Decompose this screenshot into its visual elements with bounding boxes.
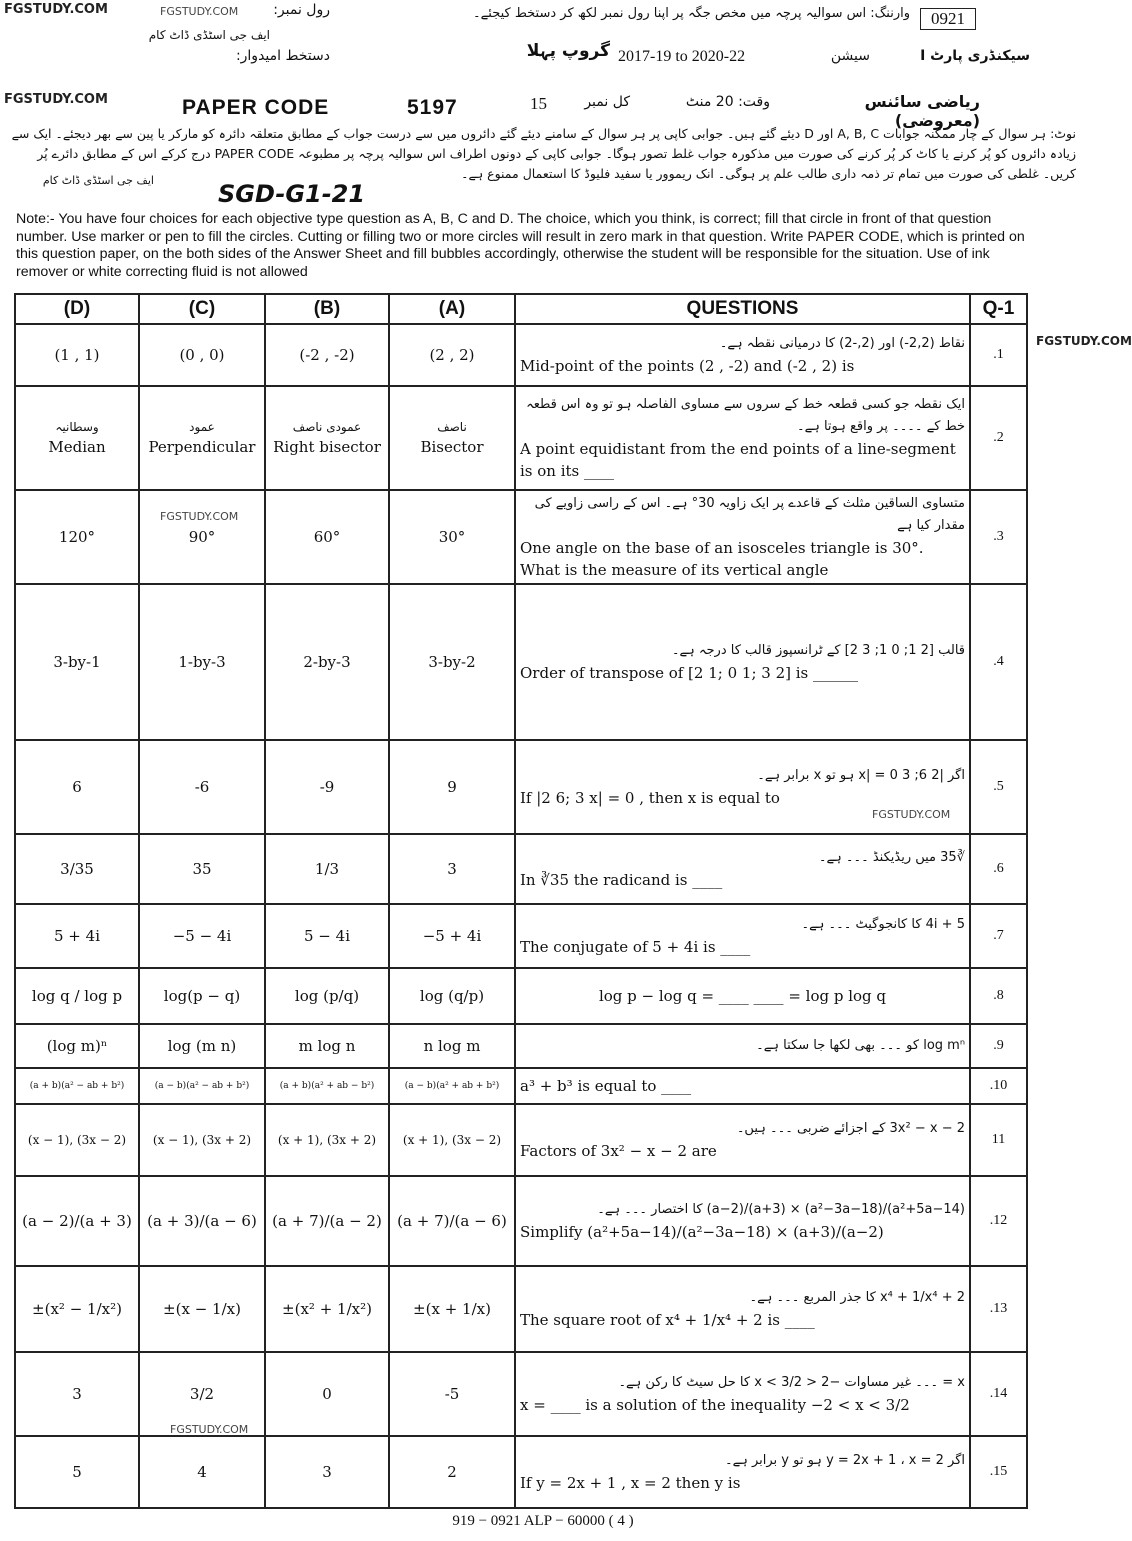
table-row [15,584,1027,740]
option-a: 3 [389,834,515,904]
option-b: -9 [265,740,389,834]
header-option-b: (B) [265,294,389,324]
question-number: .10 [970,1068,1027,1104]
question-english: One angle on the base of an isosceles triangle is 30°. What is the measure of its vertical angle [520,539,924,579]
footer-print-code: 919 − 0921 ALP − 60000 ( 4 ) [452,1513,634,1529]
option-c: -6 [139,740,265,834]
instructions-urdu-2: زیادہ دائروں کو پُر کرنے یا کاٹ کر پُر کرنے کی صورت میں مذکورہ جواب غلط تصور ہوگا۔ جوابی کاپی کے دونوں اطراف اس سوالیہ پرچہ پر مطبوعہ PAPER CODE درج کرکے اس کے مطابق دائرے پُر [37,146,1076,161]
question-english: The square root of x⁴ + 1/x⁴ + 2 is ____ [520,1311,815,1329]
question-urdu: 5 + 4i کا کانجوگیٹ ۔۔۔ ہے۔ [801,917,965,932]
question-english: Order of transpose of [2 1; 0 1; 3 2] is ______ [520,664,859,682]
option-d: (a + b)(a² − ab + b²) [15,1068,139,1104]
option-a: (a + 7)/(a − 6) [389,1176,515,1266]
option-a: 30° [389,490,515,584]
table-row [15,834,1027,904]
question-urdu: متساوی الساقین مثلث کے قاعدے پر ایک زاویہ 30° ہے۔ اس کے راسی زاویے کی مقدار کیا ہے [534,496,965,533]
option-d [15,386,139,490]
option-a: ±(x + 1/x) [389,1266,515,1352]
question-urdu: اگر |2 6; 3 x| = 0 ہو تو x برابر ہے۔ [757,768,965,783]
option-c: 3/2 [139,1352,265,1436]
question-cell [515,1024,970,1068]
option-a-english: Bisector [420,438,484,456]
option-d: 120° [15,490,139,584]
question-number: .13 [970,1266,1027,1352]
option-a: −5 + 4i [389,904,515,968]
option-c: −5 − 4i [139,904,265,968]
option-b-english: Right bisector [273,438,381,456]
option-b: 1/3 [265,834,389,904]
paper-code-label: PAPER CODE [182,96,330,119]
group-label: گروپ پہلا [526,41,610,61]
question-number: .14 [970,1352,1027,1436]
option-d: 3 [15,1352,139,1436]
table-row [15,1068,1027,1104]
option-a: -5 [389,1352,515,1436]
question-cell [515,1176,970,1266]
instructions-urdu-3: کریں۔ غلطی کی صورت میں تمام تر ذمہ داری طالب علم پر ہوگی۔ انک ریموور یا سفید فلیوڈ کا استعمال ممنوع ہے۔ [461,166,1076,181]
secondary-part-label: سیکنڈری پارٹ I [920,48,1030,64]
option-d-english: Median [48,438,106,456]
option-a: 9 [389,740,515,834]
question-english: The conjugate of 5 + 4i is ____ [520,938,751,956]
candidate-signature-label: دستخط امیدوار: [235,48,330,64]
option-b: (x + 1), (3x + 2) [265,1104,389,1176]
table-row [15,904,1027,968]
table-row [15,490,1027,584]
option-d: log q / log p [15,968,139,1024]
option-c: (a − b)(a² − ab + b²) [139,1068,265,1104]
option-a: (a − b)(a² + ab + b²) [389,1068,515,1104]
header-questions: QUESTIONS [515,294,970,324]
table-row [15,1024,1027,1068]
question-urdu: ایک نقطہ جو کسی قطعہ خط کے سروں سے مساوی الفاصلہ ہو تو وہ اس قطعہ خط کے ۔۔۔۔ پر واقع ہوتا ہے۔ [526,397,965,434]
option-d: (1 , 1) [15,324,139,386]
question-number: .2 [970,386,1027,490]
question-number: .5 [970,740,1027,834]
option-a: log (q/p) [389,968,515,1024]
option-d: (a − 2)/(a + 3) [15,1176,139,1266]
watermark-site: FGSTUDY.COM [160,5,239,18]
option-d: 3-by-1 [15,584,139,740]
watermark-site: FGSTUDY.COM [4,2,108,17]
question-english: A point equidistant from the end points of a line-segment is on its ____ [520,440,956,480]
option-c: log(p − q) [139,968,265,1024]
option-b: (a + 7)/(a − 2) [265,1176,389,1266]
question-english: If |2 6; 3 x| = 0 , then x is equal to [520,789,780,807]
instructions-english: Note:- You have four choices for each objective type question as A, B, C and D. The choice, which you think, is correct; fill that circle in front of that question number. Use marker or pen to fill the circles. Cutting or filling two or more circles will result in zero mark in that question. Write PAPER CODE, which is printed on this question paper, on the both sides of the Answer Sheet and fill bubbles accordingly, otherwise the student will be responsible for the situation. Use of ink remover or white correcting fluid is not allowed [16,211,1025,280]
option-b: log (p/q) [265,968,389,1024]
watermark-site: FGSTUDY.COM [4,92,108,107]
paper-id-box: 0921 [920,8,976,30]
question-urdu: 3x² − x − 2 کے اجزائے ضربی ۔۔۔ ہیں۔ [736,1121,965,1136]
time-label: وقت: 20 منٹ [685,94,770,110]
option-b: (a + b)(a² + ab − b²) [265,1068,389,1104]
question-urdu: اگر y = 2x + 1 ، x = 2 ہو تو y برابر ہے۔ [724,1453,965,1468]
question-cell [515,1352,970,1436]
question-cell [515,1266,970,1352]
question-urdu: log mⁿ کو ۔۔۔ بھی لکھا جا سکتا ہے۔ [756,1038,965,1053]
question-number: 11 [970,1104,1027,1176]
option-b: ±(x² + 1/x²) [265,1266,389,1352]
question-number: .7 [970,904,1027,968]
question-english: Factors of 3x² − x − 2 are [520,1142,717,1160]
table-row [15,324,1027,386]
option-c: (x − 1), (3x + 2) [139,1104,265,1176]
table-row [15,1176,1027,1266]
option-c: 35 [139,834,265,904]
session-label: سیشن [830,48,870,64]
option-b: 0 [265,1352,389,1436]
question-english: log p − log q = ____ ____ = log p log q [598,987,887,1005]
option-c: (a + 3)/(a − 6) [139,1176,265,1266]
question-cell [515,1068,970,1104]
question-number: .9 [970,1024,1027,1068]
question-urdu: x = ۔۔۔ غیر مساوات −2 < x < 3/2 کا حل سیٹ کا رکن ہے۔ [618,1375,965,1390]
roll-no-label: رول نمبر: [273,2,330,18]
option-c-english: Perpendicular [148,438,256,456]
question-number: .12 [970,1176,1027,1266]
question-cell [515,1104,970,1176]
option-b: 3 [265,1436,389,1508]
option-a [389,386,515,490]
watermark-site: FGSTUDY.COM [170,1423,249,1436]
option-a-urdu: ناصف [437,420,467,434]
option-a: 2 [389,1436,515,1508]
question-english: In ∛35 the radicand is ____ [520,871,723,889]
option-d: (log m)ⁿ [15,1024,139,1068]
table-row [15,1436,1027,1508]
question-cell [515,968,970,1024]
option-c-urdu: عمود [189,420,215,434]
table-row [15,386,1027,490]
watermark-site: FGSTUDY.COM [160,510,239,523]
watermark-site: FGSTUDY.COM [1036,334,1132,348]
option-b: m log n [265,1024,389,1068]
option-b: 5 − 4i [265,904,389,968]
option-b: (-2 , -2) [265,324,389,386]
question-urdu: ∛35 میں ریڈیکنڈ ۔۔۔ ہے۔ [818,850,965,865]
header-option-a: (A) [389,294,515,324]
option-c [139,386,265,490]
question-english: If y = 2x + 1 , x = 2 then y is [520,1474,741,1492]
option-a: n log m [389,1024,515,1068]
option-c: 4 [139,1436,265,1508]
option-a: 3-by-2 [389,584,515,740]
table-row [15,1104,1027,1176]
question-cell [515,834,970,904]
header-option-d: (D) [15,294,139,324]
option-c: ±(x − 1/x) [139,1266,265,1352]
question-number: .1 [970,324,1027,386]
question-cell [515,490,970,584]
question-english: Mid-point of the points (2 , -2) and (-2 , 2) is [520,357,855,375]
questions-table [14,293,1028,1509]
option-c: 90° [139,490,265,584]
question-urdu: نقاط (2,2-) اور (2,-2) کا درمیانی نقطہ ہے۔ [719,336,965,351]
option-c: log (m n) [139,1024,265,1068]
option-d: 5 + 4i [15,904,139,968]
question-number: .3 [970,490,1027,584]
question-cell [515,324,970,386]
option-d: ±(x² − 1/x²) [15,1266,139,1352]
warning-text: وارننگ: اس سوالیہ پرچہ میں مخص جگہ پر اپنا رول نمبر لکھ کر دستخط کیجئے۔ [473,6,910,21]
question-cell [515,1436,970,1508]
question-english: a³ + b³ is equal to ____ [520,1077,692,1095]
paper-code-value: 5197 [407,96,458,119]
table-row [15,1266,1027,1352]
question-urdu: قالب [2 1; 0 1; 3 2] کے ٹرانسپوز قالب کا درجہ ہے۔ [671,643,965,658]
option-b: 60° [265,490,389,584]
question-cell [515,386,970,490]
option-a: (2 , 2) [389,324,515,386]
question-urdu: (a²+5a−14)/(a²−3a−18) × (a+3)/(a−2) کا اختصار ۔۔۔ ہے۔ [597,1202,965,1217]
option-d: 5 [15,1436,139,1508]
question-english: x = ____ is a solution of the inequality −2 < x < 3/2 [520,1396,910,1414]
option-c: 1-by-3 [139,584,265,740]
table-header-row [15,294,1027,324]
option-b: 2-by-3 [265,584,389,740]
question-cell [515,584,970,740]
total-marks-value: 15 [530,94,547,113]
question-urdu: x⁴ + 1/x⁴ + 2 کا جذر المربع ۔۔۔ ہے۔ [749,1290,965,1305]
table-row [15,968,1027,1024]
option-d: 6 [15,740,139,834]
option-b [265,386,389,490]
question-cell [515,904,970,968]
option-d: 3/35 [15,834,139,904]
watermark-urdu: ایف جی اسٹڈی ڈاٹ کام [42,174,154,187]
option-d: (x − 1), (3x − 2) [15,1104,139,1176]
session-years: 2017-19 to 2020-22 [618,48,746,65]
question-number: .15 [970,1436,1027,1508]
subject-label: ریاضی سائنس (معروضی) [864,92,980,130]
option-b-urdu: عمودی ناصف [292,420,362,434]
handwritten-code: SGD-G1-21 [218,180,366,208]
question-number: .4 [970,584,1027,740]
header-qno: Q-1 [970,294,1027,324]
instructions-urdu-1: نوٹ: ہر سوال کے چار ممکنہ جوابات A, B, C اور D دیئے گئے ہیں۔ جوابی کاپی پر ہر سوال کے سامنے دیئے گئے دائروں میں سے درست جواب کے مطابق متعلقہ دائرہ کو مارکر یا پین سے بھر دیجئے۔ ایک سے [11,126,1076,141]
watermark-site: FGSTUDY.COM [872,808,951,821]
option-c: (0 , 0) [139,324,265,386]
question-english: Simplify (a²+5a−14)/(a²−3a−18) × (a+3)/(a−2) [520,1223,884,1241]
question-number: .8 [970,968,1027,1024]
table-row [15,1352,1027,1436]
header-option-c: (C) [139,294,265,324]
total-marks-label: کل نمبر [584,94,630,110]
option-d-urdu: وسطانیہ [55,420,99,434]
option-a: (x + 1), (3x − 2) [389,1104,515,1176]
watermark-urdu: ایف جی اسٹڈی ڈاٹ کام [148,28,270,42]
question-number: .6 [970,834,1027,904]
